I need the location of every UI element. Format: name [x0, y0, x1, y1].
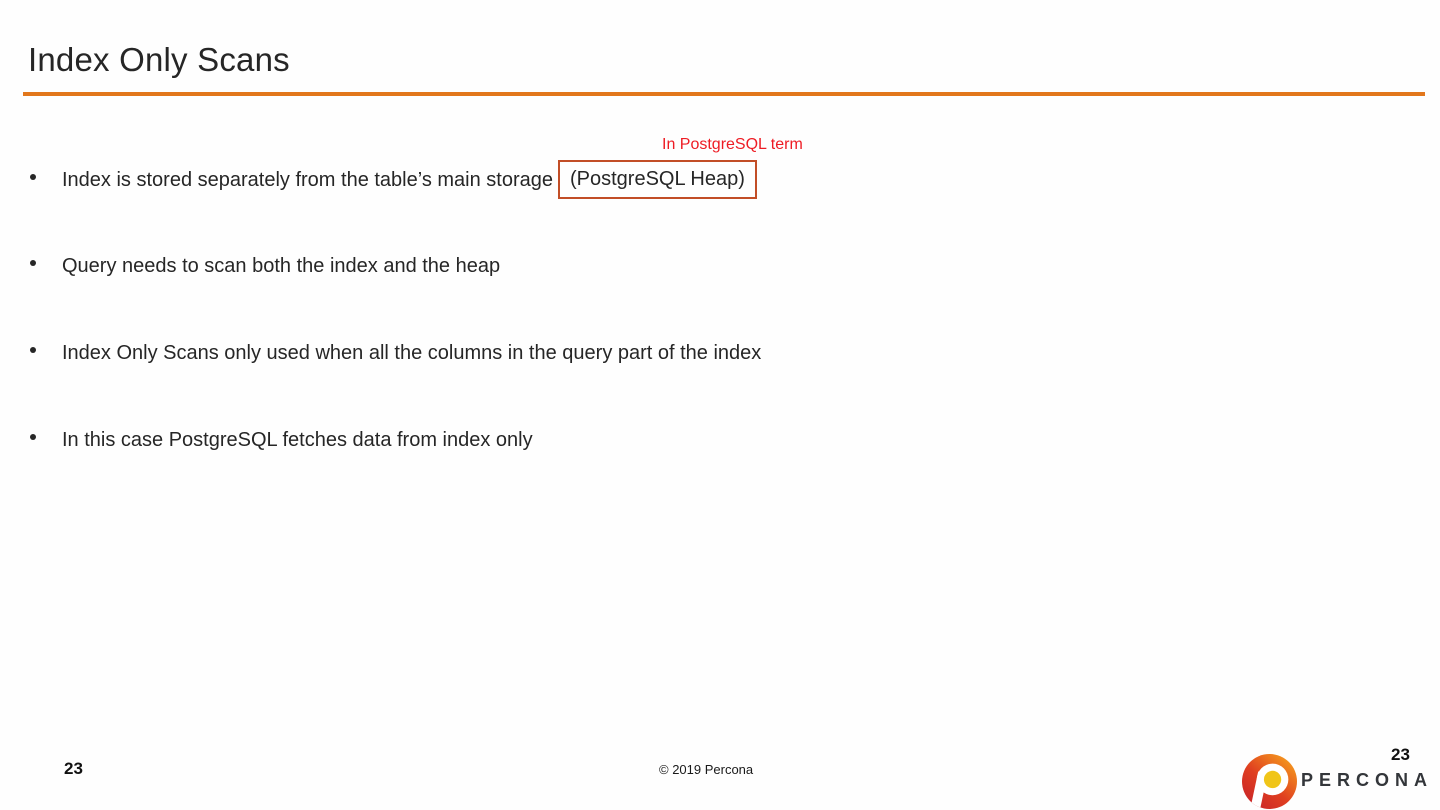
bullet-icon [30, 260, 36, 266]
boxed-term: (PostgreSQL Heap) [558, 160, 757, 199]
bullet-icon [30, 347, 36, 353]
page-number-left: 23 [64, 759, 83, 778]
annotation-label: In PostgreSQL term [662, 136, 803, 153]
list-item [30, 341, 761, 365]
page-title: Index Only Scans [28, 41, 290, 78]
percona-wordmark: PERCONA [1301, 770, 1434, 790]
list-item [30, 428, 533, 452]
percona-logo-icon [1242, 754, 1297, 809]
bullet-text: Index Only Scans only used when all the columns in the query part of the index [62, 342, 762, 364]
bullet-icon [30, 174, 36, 180]
title-divider [23, 92, 1425, 96]
bullet-icon [30, 434, 36, 440]
copyright: © 2019 Percona [659, 762, 754, 777]
list-item [30, 160, 757, 199]
bullet-text: Query needs to scan both the index and the heap [62, 255, 501, 277]
bullet-text: Index is stored separately from the table’s main storage [62, 168, 553, 191]
page-number-right: 23 [1391, 745, 1410, 764]
bullet-text: In this case PostgreSQL fetches data from index only [62, 429, 533, 451]
list-item [30, 254, 500, 278]
